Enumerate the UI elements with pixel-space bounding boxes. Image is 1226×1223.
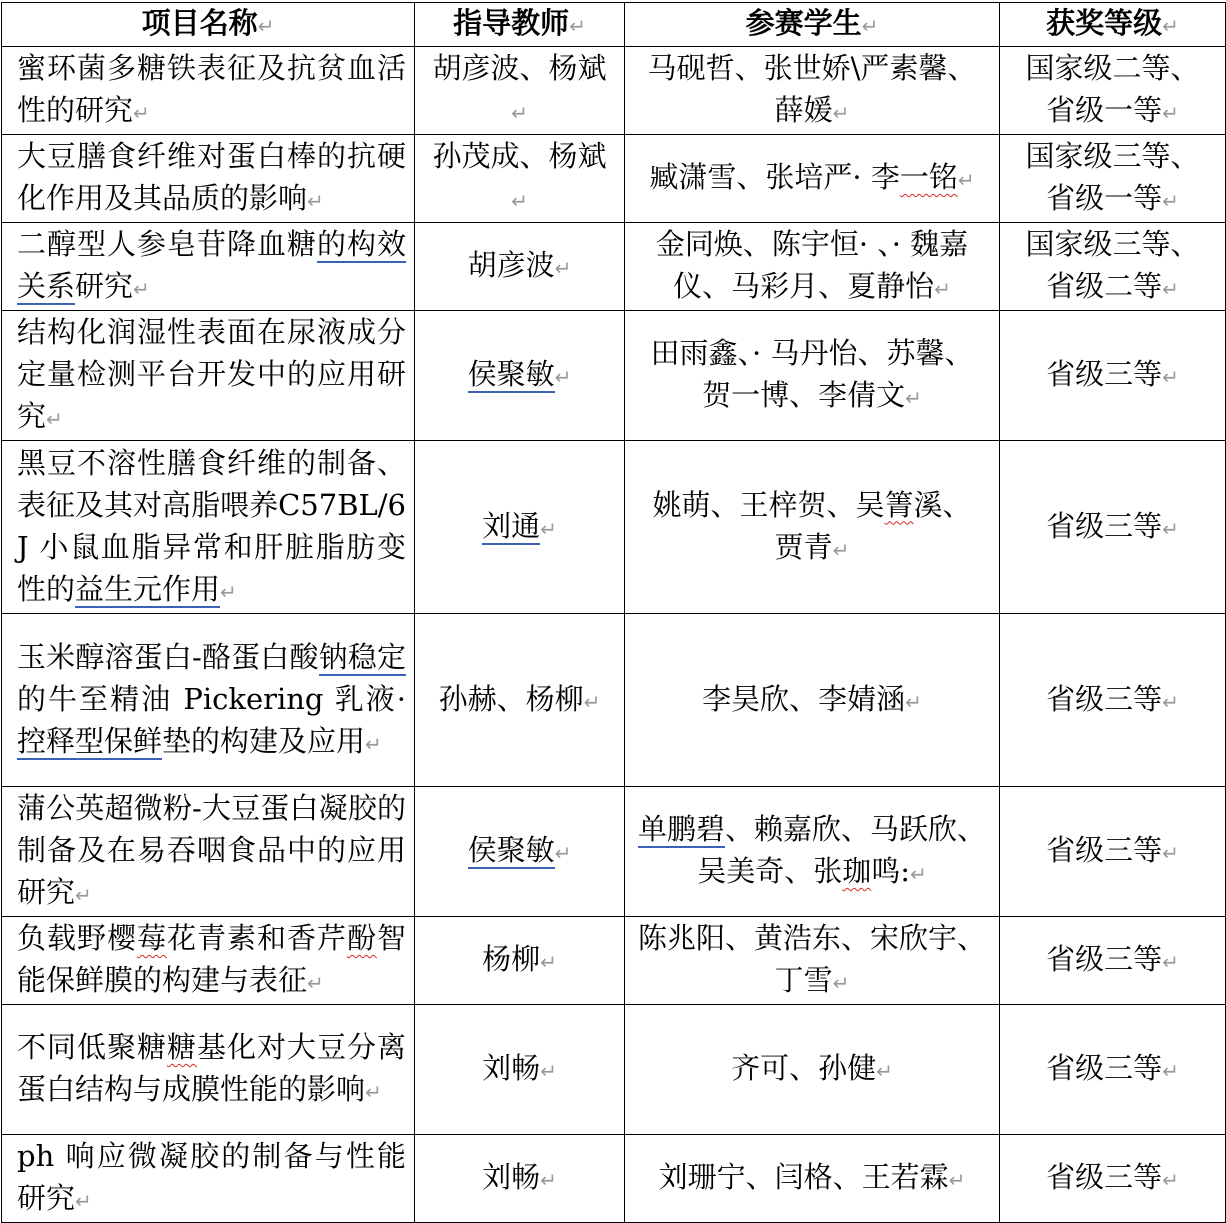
students: 金同焕、陈宇恒· 、· 魏嘉 仪、马彩月、夏静怡↵ [625,223,1000,311]
awards-table [1,2,1226,1223]
award-level: 国家级三等、 省级二等↵ [1000,223,1226,311]
table-row [2,614,1226,787]
project-name: 二醇型人参皂苷降血糖的构效关系研究↵ [2,223,415,311]
header-students: 参赛学生↵ [625,3,1000,47]
project-name: 黑豆不溶性膳食纤维的制备、表征及其对高脂喂养C57BL/6J 小鼠血脂异常和肝脏脂肪变性的益生元作用↵ [2,441,415,614]
students: 陈兆阳、黄浩东、宋欣宇、 丁雪↵ [625,917,1000,1005]
project-name: 不同低聚糖糖基化对大豆分离蛋白结构与成膜性能的影响↵ [2,1005,415,1135]
table-row [2,311,1226,441]
teacher-name: 胡彦波↵ [415,223,625,311]
students: 马砚哲、张世娇\严素馨、 薛媛↵ [625,47,1000,135]
students: 田雨鑫、· 马丹怡、苏馨、 贺一博、李倩文↵ [625,311,1000,441]
header-row [2,3,1226,47]
award-level: 国家级二等、 省级一等↵ [1000,47,1226,135]
teacher-name: 侯聚敏↵ [415,311,625,441]
teacher-name: 刘畅↵ [415,1005,625,1135]
award-level: 省级三等↵ [1000,1135,1226,1223]
project-name: 结构化润湿性表面在尿液成分定量检测平台开发中的应用研究↵ [2,311,415,441]
table-row [2,1135,1226,1223]
project-name: 大豆膳食纤维对蛋白棒的抗硬化作用及其品质的影响↵ [2,135,415,223]
teacher-name: 杨柳↵ [415,917,625,1005]
header-teacher: 指导教师↵ [415,3,625,47]
project-name: ph 响应微凝胶的制备与性能研究↵ [2,1135,415,1223]
students: 单鹏碧、赖嘉欣、马跃欣、 吴美奇、张珈鸣:↵ [625,787,1000,917]
award-level: 省级三等↵ [1000,917,1226,1005]
table-row [2,135,1226,223]
project-name: 蒲公英超微粉-大豆蛋白凝胶的制备及在易吞咽食品中的应用研究↵ [2,787,415,917]
teacher-name: 侯聚敏↵ [415,787,625,917]
header-award: 获奖等级↵ [1000,3,1226,47]
project-name: 玉米醇溶蛋白-酪蛋白酸钠稳定的牛至精油 Pickering 乳液· 控释型保鲜垫的构建及应用↵ [2,614,415,787]
teacher-name: 孙赫、杨柳↵ [415,614,625,787]
award-level: 省级三等↵ [1000,1005,1226,1135]
students: 臧潇雪、张培严· 李一铭↵ [625,135,1000,223]
students: 刘珊宁、闫格、王若霖↵ [625,1135,1000,1223]
teacher-name: 刘通↵ [415,441,625,614]
table-row [2,787,1226,917]
teacher-name: 胡彦波、杨斌↵ [415,47,625,135]
students: 李昊欣、李婧涵↵ [625,614,1000,787]
table-row [2,47,1226,135]
award-level: 省级三等↵ [1000,441,1226,614]
award-level: 省级三等↵ [1000,614,1226,787]
table-row [2,917,1226,1005]
table-row [2,1005,1226,1135]
students: 姚萌、王梓贺、吴箐溪、 贾青↵ [625,441,1000,614]
header-project: 项目名称↵ [2,3,415,47]
table-row [2,223,1226,311]
award-level: 国家级三等、 省级一等↵ [1000,135,1226,223]
project-name: 负载野樱莓花青素和香芹酚智能保鲜膜的构建与表征↵ [2,917,415,1005]
teacher-name: 孙茂成、杨斌↵ [415,135,625,223]
students: 齐可、孙健↵ [625,1005,1000,1135]
award-level: 省级三等↵ [1000,311,1226,441]
award-level: 省级三等↵ [1000,787,1226,917]
table-row [2,441,1226,614]
teacher-name: 刘畅↵ [415,1135,625,1223]
project-name: 蜜环菌多糖铁表征及抗贫血活性的研究↵ [2,47,415,135]
